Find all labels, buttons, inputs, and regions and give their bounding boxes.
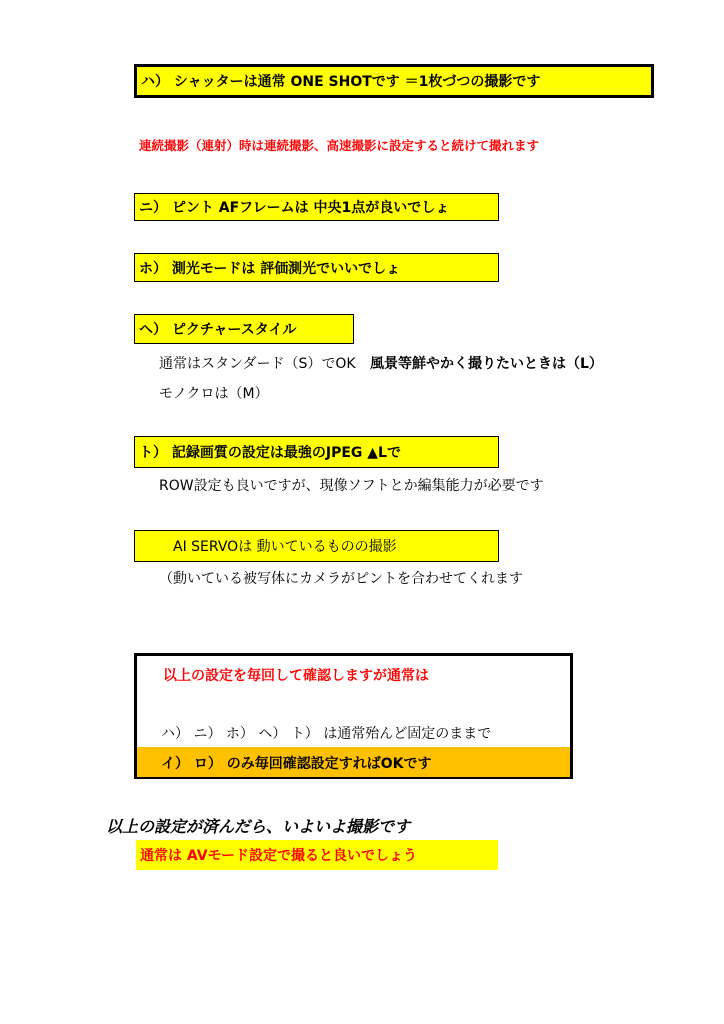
summary-box	[134, 653, 573, 779]
item-he-line1	[159, 353, 603, 373]
item-ha-text: ハ） シャッターは通常 ONE SHOTです ＝1枚づつの撮影です	[141, 74, 541, 90]
item-ho-box	[134, 253, 499, 282]
item-ha-box	[134, 64, 654, 98]
item-ai-note: （動いている被写体にカメラがピントを合わせてくれます	[159, 571, 523, 587]
item-he-line1-a: 通常はスタンダード（S）でOK	[159, 356, 356, 372]
footer-heading: 以上の設定が済んだら、いよいよ撮影です	[106, 817, 411, 836]
item-he-box	[134, 314, 354, 344]
item-to-box	[134, 436, 499, 468]
item-to-note: ROW設定も良いですが、現像ソフトとか編集能力が必要です	[159, 478, 544, 494]
item-to-text: ト） 記録画質の設定は最強のJPEG ▲Lで	[139, 445, 401, 461]
summary-title: 以上の設定を毎回して確認しますが通常は	[163, 668, 429, 684]
item-ha-note: 連続撮影（連射）時は連続撮影、高速撮影に設定すると続けて撮れます	[139, 138, 540, 153]
summary-line1: ハ） ニ） ホ） ヘ） ト） は通常殆んど固定のままで	[161, 726, 492, 742]
summary-line2: イ） ロ） のみ毎回確認設定すればOKです	[161, 756, 432, 772]
footer-note-box	[136, 840, 498, 870]
item-ni-text: ニ） ピント AFフレームは 中央1点が良いでしょ	[139, 200, 450, 216]
item-ni-box	[134, 193, 499, 221]
item-he-line2: モノクロは（M）	[159, 386, 269, 402]
item-ho-text: ホ） 測光モードは 評価測光でいいでしょ	[139, 260, 401, 277]
item-ai-text: AI SERVOは 動いているものの撮影	[173, 539, 397, 555]
item-he-text: ヘ） ピクチャースタイル	[139, 322, 297, 338]
summary-highlight-band	[137, 747, 570, 777]
footer-note: 通常は AVモード設定で撮ると良いでしょう	[140, 848, 418, 864]
item-he-line1-b: 風景等鮮やかく撮りたいときは（L）	[369, 356, 603, 372]
item-ai-box	[134, 530, 499, 562]
